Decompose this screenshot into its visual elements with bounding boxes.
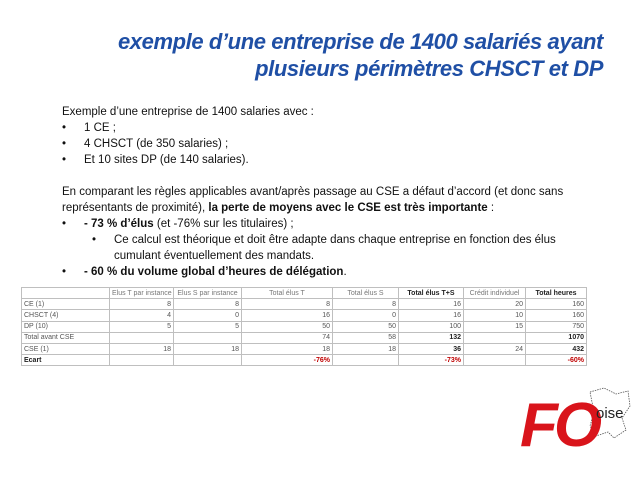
list-item-text: 4 CHSCT (de 350 salaries) ;	[84, 138, 229, 150]
table-cell: 0	[174, 310, 242, 321]
table-cell: 8	[333, 299, 399, 310]
table-cell: CE (1)	[22, 299, 110, 310]
table-cell: 16	[242, 310, 333, 321]
table-cell	[110, 332, 174, 343]
list-item-text: Et 10 sites DP (de 140 salaries).	[84, 154, 249, 166]
table-cell: 10	[464, 310, 526, 321]
table-cell: 0	[333, 310, 399, 321]
comparison-table	[21, 287, 587, 366]
table-cell: Total avant CSE	[22, 332, 110, 343]
table-row-ecart	[22, 355, 587, 366]
list-item-text: (et -76% sur les titulaires) ;	[153, 218, 294, 230]
bullet: •	[62, 266, 67, 278]
comparison-paragraph	[62, 184, 582, 216]
table-cell: 15	[464, 321, 526, 332]
table-cell: -73%	[399, 355, 464, 366]
table-row	[22, 343, 587, 354]
table-header: Total élus S	[333, 288, 399, 299]
table-cell	[464, 355, 526, 366]
table-cell: 74	[242, 332, 333, 343]
table-cell: 16	[399, 299, 464, 310]
oise-label: oise	[596, 405, 624, 422]
table-cell: 24	[464, 343, 526, 354]
table-header: Total élus T+S	[399, 288, 464, 299]
table-cell: Ecart	[22, 355, 110, 366]
table-row	[22, 321, 587, 332]
table-cell: 18	[333, 343, 399, 354]
table-cell: 58	[333, 332, 399, 343]
table-header	[22, 288, 110, 299]
bullet: •	[62, 154, 67, 166]
table-cell: 18	[174, 343, 242, 354]
table-cell: 50	[333, 321, 399, 332]
fo-logo: FO	[520, 391, 599, 460]
table-cell: 8	[110, 299, 174, 310]
paragraph-bold: la perte de moyens avec le CSE est très importante	[208, 202, 488, 214]
table-cell	[174, 355, 242, 366]
list-item-bold: - 60 % du volume global d’heures de délégation	[84, 266, 344, 278]
table-header: Elus S par instance	[174, 288, 242, 299]
sub-list-item	[62, 232, 582, 264]
table-cell: 50	[242, 321, 333, 332]
table-cell: 1070	[526, 332, 587, 343]
table-row	[22, 332, 587, 343]
list-item	[62, 216, 582, 232]
list-item-bold: - 73 % d’élus	[84, 218, 154, 230]
intro-text: Exemple d’une entreprise de 1400 salaries avec :	[62, 106, 314, 118]
paragraph-end: :	[487, 202, 495, 214]
table-cell: -76%	[242, 355, 333, 366]
list-item	[62, 136, 582, 152]
table-cell: 100	[399, 321, 464, 332]
table-cell	[110, 355, 174, 366]
bullet: •	[62, 218, 67, 230]
table-header-row	[22, 288, 587, 299]
table-cell: 160	[526, 299, 587, 310]
bullet: •	[62, 122, 67, 134]
title-line-2: plusieurs périmètres CHSCT et DP	[255, 56, 603, 81]
table-cell: 132	[399, 332, 464, 343]
list-item-text: 1 CE ;	[84, 122, 116, 134]
table-cell: 36	[399, 343, 464, 354]
table-cell: DP (10)	[22, 321, 110, 332]
body-text	[62, 104, 582, 280]
bullet: •	[62, 138, 67, 150]
list-item-text: .	[343, 266, 347, 278]
table-cell: 18	[110, 343, 174, 354]
table-cell: 20	[464, 299, 526, 310]
table-cell: 160	[526, 310, 587, 321]
bullet: •	[92, 234, 97, 246]
list-item	[62, 152, 582, 168]
table-cell: 8	[242, 299, 333, 310]
list-item	[62, 120, 582, 136]
table-cell: 18	[242, 343, 333, 354]
table-cell: -60%	[526, 355, 587, 366]
table-cell	[464, 332, 526, 343]
sub-list-item-text: Ce calcul est théorique et doit être adapte dans chaque entreprise en fonction des élus cumulant éventuellement des mandats.	[114, 234, 556, 262]
table-cell: 4	[110, 310, 174, 321]
table-cell	[333, 355, 399, 366]
table-cell: 5	[110, 321, 174, 332]
table-cell: 5	[174, 321, 242, 332]
table-cell: CHSCT (4)	[22, 310, 110, 321]
table-cell	[174, 332, 242, 343]
table-header: Crédit individuel	[464, 288, 526, 299]
table-header: Total élus T	[242, 288, 333, 299]
table-header: Total heures	[526, 288, 587, 299]
table-header: Elus T par instance	[110, 288, 174, 299]
page-title	[58, 28, 603, 82]
title-line-1: exemple d’une entreprise de 1400 salariés ayant	[117, 29, 603, 54]
table-cell: CSE (1)	[22, 343, 110, 354]
table-cell: 432	[526, 343, 587, 354]
table-cell: 8	[174, 299, 242, 310]
paragraph-text: En comparant les règles applicables avant/après passage au CSE a défaut d’accord (et donc sans représentants de proximité),	[62, 186, 564, 214]
table-row	[22, 299, 587, 310]
table-row	[22, 310, 587, 321]
table-cell: 16	[399, 310, 464, 321]
table-cell: 750	[526, 321, 587, 332]
list-item	[62, 264, 582, 280]
